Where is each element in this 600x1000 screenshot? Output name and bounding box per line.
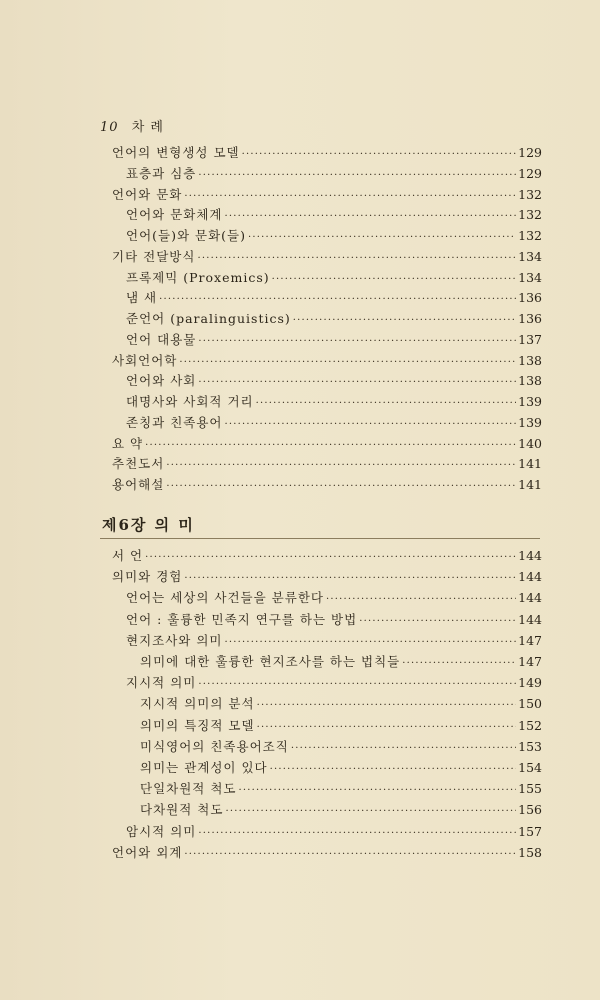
toc-entry-title: 현지조사와 의미 <box>126 632 223 648</box>
toc-entry-page: 152 <box>518 717 542 733</box>
dot-leader <box>272 274 516 285</box>
toc-entry <box>112 546 542 566</box>
toc-entry-title: 미식영어의 친족용어조직 <box>140 738 289 754</box>
toc-entry <box>126 226 542 246</box>
toc-entry <box>112 475 542 495</box>
toc-entry <box>140 758 542 778</box>
dot-leader <box>145 440 516 451</box>
toc-entry <box>112 351 542 371</box>
toc-entry-page: 158 <box>518 844 542 860</box>
toc-entry-title: 프록제믹 (Proxemics) <box>126 269 270 285</box>
toc-entry-page: 147 <box>518 654 542 669</box>
toc-entry <box>126 673 542 693</box>
dot-leader <box>257 722 517 733</box>
toc-entry <box>126 610 542 630</box>
toc-entry-page: 147 <box>518 632 542 648</box>
toc-entry-title: 지시적 의미 <box>126 675 197 691</box>
dot-leader <box>166 481 516 492</box>
dot-leader <box>198 336 516 347</box>
toc-entry-title: 기타 전달방식 <box>112 248 196 264</box>
toc-entry-title: 준언어 (paralinguistics) <box>126 311 291 326</box>
toc-entry <box>126 822 542 842</box>
toc-entry-title: 냄 새 <box>126 290 158 306</box>
dot-leader <box>225 211 517 222</box>
toc-entry-title: 용어해설 <box>112 477 165 492</box>
toc-entry-title: 언어의 변형생성 모델 <box>112 145 240 160</box>
toc-entry-page: 156 <box>518 802 542 818</box>
toc-entry-title: 언어와 사회 <box>126 373 197 389</box>
chapter-divider <box>100 538 540 539</box>
toc-entry <box>112 843 542 863</box>
toc-entry <box>140 716 542 736</box>
toc-entry-page: 154 <box>518 760 542 775</box>
toc-entry-page: 132 <box>518 207 542 223</box>
toc-entry-title: 의미는 관계성이 있다 <box>140 760 268 775</box>
toc-entry-title: 언어(들)와 문화(들) <box>126 228 247 243</box>
toc-entry <box>140 779 542 799</box>
dot-leader <box>184 191 516 202</box>
toc-entry <box>126 631 542 651</box>
toc-entry <box>112 143 542 163</box>
dot-leader <box>184 573 516 584</box>
toc-entry-title: 단일차원적 척도 <box>140 781 237 797</box>
chapter-heading: 제6장 의 미 <box>102 516 195 534</box>
dot-leader <box>248 232 516 243</box>
toc-entry <box>126 309 542 329</box>
toc-entry <box>140 800 542 820</box>
toc-entry <box>126 413 542 433</box>
dot-leader <box>198 828 516 839</box>
dot-leader <box>270 764 517 775</box>
dot-leader <box>239 785 517 796</box>
dot-leader <box>184 849 516 860</box>
toc-entry-page: 138 <box>518 373 542 389</box>
dot-leader <box>326 594 516 605</box>
toc-entry-page: 144 <box>518 569 542 585</box>
toc-entry <box>112 247 542 267</box>
toc-entry <box>112 454 542 474</box>
dot-leader <box>198 377 516 388</box>
toc-entry-page: 138 <box>518 352 542 368</box>
dot-leader <box>359 616 516 627</box>
toc-entry-page: 144 <box>518 590 542 606</box>
toc-entry-page: 134 <box>518 269 542 285</box>
dot-leader <box>225 806 516 817</box>
toc-entry-page: 141 <box>518 456 542 472</box>
toc-entry-page: 155 <box>518 781 542 797</box>
dot-leader <box>225 637 517 648</box>
dot-leader <box>225 419 517 430</box>
toc-entry-title: 표층과 심층 <box>126 165 197 181</box>
toc-entry <box>126 288 542 308</box>
toc-entry <box>126 164 542 184</box>
toc-entry <box>140 694 542 714</box>
toc-entry-title: 암시적 의미 <box>126 823 197 839</box>
toc-entry-page: 132 <box>518 186 542 202</box>
toc-entry-page: 150 <box>518 696 542 712</box>
toc-entry-title: 존칭과 친족용어 <box>126 414 223 430</box>
toc-entry <box>126 330 542 350</box>
toc-entry-page: 144 <box>518 548 542 563</box>
toc-entry-title: 대명사와 사회적 거리 <box>126 394 254 409</box>
toc-entry <box>112 567 542 587</box>
dot-leader <box>198 679 516 690</box>
toc-entry-title: 사회언어학 <box>112 352 178 368</box>
toc-entry-page: 140 <box>518 435 542 451</box>
toc-entry-page: 141 <box>518 477 542 492</box>
toc-entry-page: 144 <box>518 611 542 627</box>
toc-entry-page: 134 <box>518 248 542 264</box>
dot-leader <box>197 253 516 264</box>
dot-leader <box>402 658 516 669</box>
toc-entry-page: 137 <box>518 331 542 347</box>
dot-leader <box>179 357 516 368</box>
toc-entry-page: 139 <box>518 414 542 430</box>
toc-entry <box>126 588 542 608</box>
toc-entry <box>112 434 542 454</box>
running-header <box>100 116 164 135</box>
dot-leader <box>256 398 517 409</box>
toc-entry-title: 언어와 문화체계 <box>126 207 223 223</box>
header-title: 차 례 <box>131 120 164 135</box>
toc-entry-title: 언어 : 훌륭한 민족지 연구를 하는 방법 <box>126 611 358 627</box>
toc-entry <box>140 652 542 672</box>
toc-entry <box>126 371 542 391</box>
toc-entry <box>126 205 542 225</box>
dot-leader <box>293 315 516 326</box>
dot-leader <box>145 552 516 563</box>
toc-entry <box>140 737 542 757</box>
toc-entry-title: 언어는 세상의 사건들을 분류한다 <box>126 590 324 606</box>
toc-entry-page: 129 <box>518 165 542 181</box>
toc-entry-page: 139 <box>518 394 542 409</box>
toc-entry-title: 언어 대용물 <box>126 331 197 347</box>
dot-leader <box>242 149 517 160</box>
header-page-number: 10 <box>100 120 119 135</box>
toc-entry-page: 136 <box>518 290 542 306</box>
toc-entry-title: 서 언 <box>112 548 144 563</box>
dot-leader <box>257 700 517 711</box>
toc-entry-page: 132 <box>518 228 542 243</box>
toc-entry-title: 추천도서 <box>112 456 165 472</box>
toc-entry-title: 다차원적 척도 <box>140 802 224 818</box>
toc-entry <box>126 268 542 288</box>
toc-entry-title: 언어와 문화 <box>112 186 183 202</box>
toc-entry <box>126 392 542 412</box>
dot-leader <box>198 170 516 181</box>
toc-entry-title: 요 약 <box>112 435 144 451</box>
toc-entry-title: 언어와 외계 <box>112 844 183 860</box>
toc-entry-page: 157 <box>518 823 542 839</box>
dot-leader <box>159 294 516 305</box>
toc-entry-title: 의미의 특징적 모델 <box>140 717 255 733</box>
toc-entry-title: 의미와 경험 <box>112 569 183 585</box>
dot-leader <box>166 460 516 471</box>
toc-entry-page: 153 <box>518 738 542 754</box>
toc-entry-title: 의미에 대한 훌륭한 현지조사를 하는 법칙들 <box>140 654 401 669</box>
toc-entry-page: 129 <box>518 145 542 160</box>
toc-entry-page: 136 <box>518 311 542 326</box>
toc-entry <box>112 185 542 205</box>
dot-leader <box>291 743 516 754</box>
toc-entry-page: 149 <box>518 675 542 691</box>
toc-entry-title: 지시적 의미의 분석 <box>140 696 255 712</box>
